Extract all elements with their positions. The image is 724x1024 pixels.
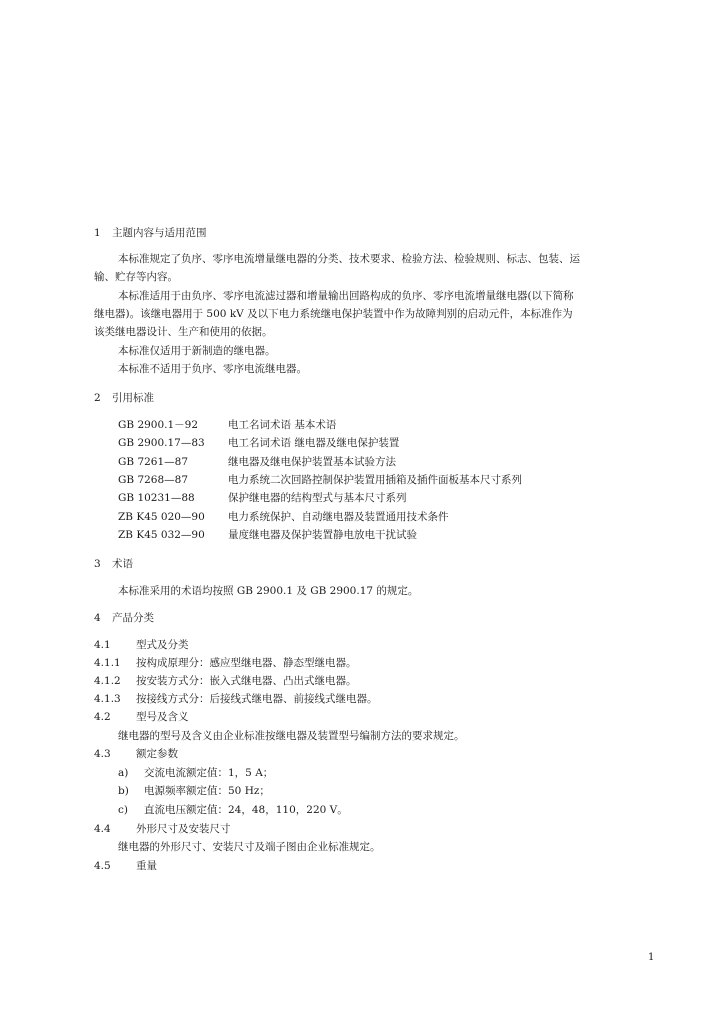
subsection-4-1-1 (94, 656, 357, 670)
subsection-number: 4.2 (94, 711, 111, 723)
list-marker: a) (118, 767, 129, 779)
list-item (118, 803, 348, 817)
reference-title: 保护继电器的结构型式与基本尺寸系列 (228, 492, 407, 504)
section-title: 术语 (112, 558, 133, 570)
subsection-4-2 (94, 710, 189, 724)
subsection-number: 4.1.1 (94, 657, 121, 669)
reference-title: 电力系统二次回路控制保护装置用插箱及插件面板基本尺寸系列 (228, 474, 522, 486)
section-1-heading (94, 226, 207, 240)
list-marker: c) (118, 804, 128, 816)
reference-code: GB 7261—87 (118, 456, 189, 468)
paragraph-line: 继电器的外形尺寸、安装尺寸及端子图由企业标准规定。 (118, 841, 381, 853)
reference-title: 电力系统保护、自动继电器及装置通用技术条件 (228, 511, 449, 523)
paragraph-line: 继电器的型号及含义由企业标准按继电器及装置型号编制方法的要求规定。 (118, 730, 465, 742)
reference-code: ZB K45 020—90 (118, 511, 205, 523)
reference-code: GB 7268—87 (118, 474, 189, 486)
list-item (118, 784, 270, 798)
paragraph-line: 本标准适用于由负序、零序电流滤过器和增量输出回路构成的负序、零序电流增量继电器(以下简称 (118, 290, 574, 302)
subsection-number: 4.1.2 (94, 675, 121, 687)
reference-code: GB 2900.17—83 (118, 437, 205, 449)
subsection-4-1 (94, 638, 189, 652)
paragraph-line: 本标准采用的术语均按照 GB 2900.1 及 GB 2900.17 的规定。 (118, 585, 419, 597)
subsection-title: 型式及分类 (136, 639, 189, 651)
reference-code: GB 2900.1－92 (118, 419, 199, 431)
reference-title: 量度继电器及保护装置静电放电干扰试验 (228, 529, 417, 541)
subsection-number: 4.5 (94, 860, 111, 872)
subsection-number: 4.1.3 (94, 693, 121, 705)
subsection-title: 型号及含义 (136, 711, 189, 723)
reference-title: 电工名词术语 基本术语 (228, 419, 337, 431)
subsection-text: 按构成原理分：感应型继电器、静态型继电器。 (136, 657, 357, 669)
section-title: 主题内容与适用范围 (112, 227, 207, 239)
list-text: 直流电压额定值：24，48，110，220 V。 (144, 804, 348, 816)
reference-code: GB 10231—88 (118, 492, 195, 504)
section-3-heading (94, 557, 133, 571)
subsection-title: 重量 (136, 860, 157, 872)
reference-title: 电工名词术语 继电器及继电保护装置 (228, 437, 400, 449)
reference-code: ZB K45 032—90 (118, 529, 205, 541)
list-text: 电源频率额定值：50 Hz； (144, 785, 270, 797)
subsection-4-5 (94, 859, 157, 873)
paragraph-line: 本标准不适用于负序、零序电流继电器。 (118, 363, 307, 375)
list-item (118, 766, 273, 780)
paragraph-line: 该类继电器设计、生产和使用的依据。 (94, 326, 273, 338)
section-number: 2 (94, 392, 101, 404)
subsection-text: 按安装方式分：嵌入式继电器、凸出式继电器。 (136, 675, 357, 687)
list-text: 交流电流额定值：1，5 A； (144, 767, 274, 779)
subsection-number: 4.3 (94, 748, 111, 760)
list-marker: b) (118, 785, 129, 797)
subsection-number: 4.1 (94, 639, 111, 651)
paragraph-line: 继电器)。该继电器用于 500 kV 及以下电力系统继电保护装置中作为故障判别的启动元件，本标准作为 (94, 308, 573, 320)
section-title: 引用标准 (112, 392, 154, 404)
paragraph-line: 本标准仅适用于新制造的继电器。 (118, 345, 276, 357)
subsection-number: 4.4 (94, 823, 111, 835)
reference-title: 继电器及继电保护装置基本试验方法 (228, 456, 396, 468)
section-4-heading (94, 611, 154, 625)
subsection-title: 外形尺寸及安装尺寸 (136, 823, 231, 835)
section-title: 产品分类 (112, 612, 154, 624)
section-number: 3 (94, 558, 101, 570)
subsection-4-1-2 (94, 674, 357, 688)
subsection-text: 按接线方式分：后接线式继电器、前接线式继电器。 (136, 693, 378, 705)
paragraph-line: 输、贮存等内容。 (94, 271, 178, 283)
subsection-title: 额定参数 (136, 748, 178, 760)
section-2-heading (94, 391, 154, 405)
section-number: 4 (94, 612, 101, 624)
subsection-4-1-3 (94, 692, 378, 706)
subsection-4-4 (94, 822, 231, 836)
section-number: 1 (94, 227, 101, 239)
paragraph-line: 本标准规定了负序、零序电流增量继电器的分类、技术要求、检验方法、检验规则、标志、包装、运 (118, 253, 580, 265)
subsection-4-3 (94, 747, 178, 761)
page-number: 1 (648, 952, 655, 963)
